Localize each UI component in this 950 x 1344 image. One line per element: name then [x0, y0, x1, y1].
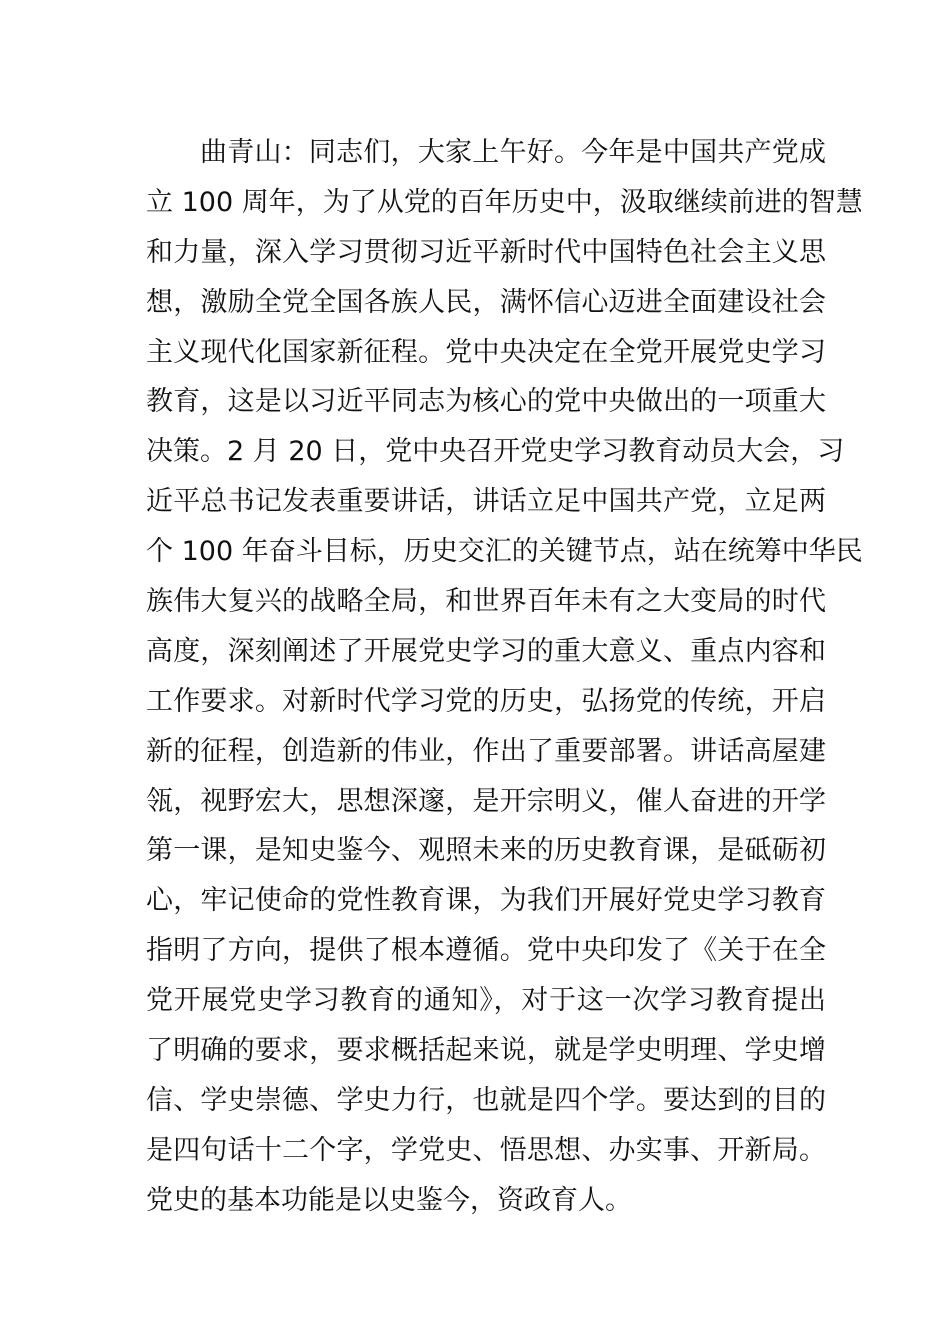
paragraph-line-7: 决策。2 月 20 日，党中央召开党史学习教育动员大会，习	[146, 436, 845, 468]
paragraph-line-5: 主义现代化国家新征程。党中央决定在全党开展党史学习	[146, 336, 826, 368]
paragraph-line-13: 新的征程，创造新的伟业，作出了重要部署。讲话高屋建	[146, 735, 826, 767]
paragraph-line-10: 族伟大复兴的战略全局，和世界百年未有之大变局的时代	[146, 586, 826, 618]
paragraph-line-14: 瓴，视野宏大，思想深邃，是开宗明义，催人奋进的开学	[146, 785, 826, 817]
paragraph-line-2: 立 100 周年，为了从党的百年历史中，汲取继续前进的智慧	[146, 186, 863, 218]
speech-paragraph	[146, 128, 863, 1226]
paragraph-line-20: 信、学史崇德、学史力行，也就是四个学。要达到的目的	[146, 1084, 826, 1116]
paragraph-line-16: 心，牢记使命的党性教育课，为我们开展好党史学习教育	[146, 885, 826, 917]
paragraph-line-4: 想，激励全党全国各族人民，满怀信心迈进全面建设社会	[146, 286, 826, 318]
paragraph-line-1: 曲青山：同志们，大家上午好。今年是中国共产党成	[200, 137, 826, 168]
paragraph-line-9: 个 100 年奋斗目标，历史交汇的关键节点，站在统筹中华民	[146, 536, 863, 568]
paragraph-line-17: 指明了方向，提供了根本遵循。党中央印发了《关于在全	[146, 935, 826, 967]
paragraph-line-8: 近平总书记发表重要讲话，讲话立足中国共产党，立足两	[146, 486, 826, 518]
paragraph-line-3: 和力量，深入学习贯彻习近平新时代中国特色社会主义思	[146, 236, 826, 268]
paragraph-line-11: 高度，深刻阐述了开展党史学习的重大意义、重点内容和	[146, 635, 826, 667]
paragraph-line-19: 了明确的要求，要求概括起来说，就是学史明理、学史增	[146, 1035, 826, 1067]
paragraph-line-22: 党史的基本功能是以史鉴今，资政育人。	[146, 1184, 632, 1216]
paragraph-line-12: 工作要求。对新时代学习党的历史，弘扬党的传统，开启	[146, 685, 826, 717]
paragraph-line-18: 党开展党史学习教育的通知》，对于这一次学习教育提出	[146, 985, 826, 1017]
paragraph-line-6: 教育，这是以习近平同志为核心的党中央做出的一项重大	[146, 386, 826, 418]
paragraph-line-15: 第一课，是知史鉴今、观照未来的历史教育课，是砥砺初	[146, 835, 826, 867]
paragraph-line-21: 是四句话十二个字，学党史、悟思想、办实事、开新局。	[146, 1134, 826, 1166]
